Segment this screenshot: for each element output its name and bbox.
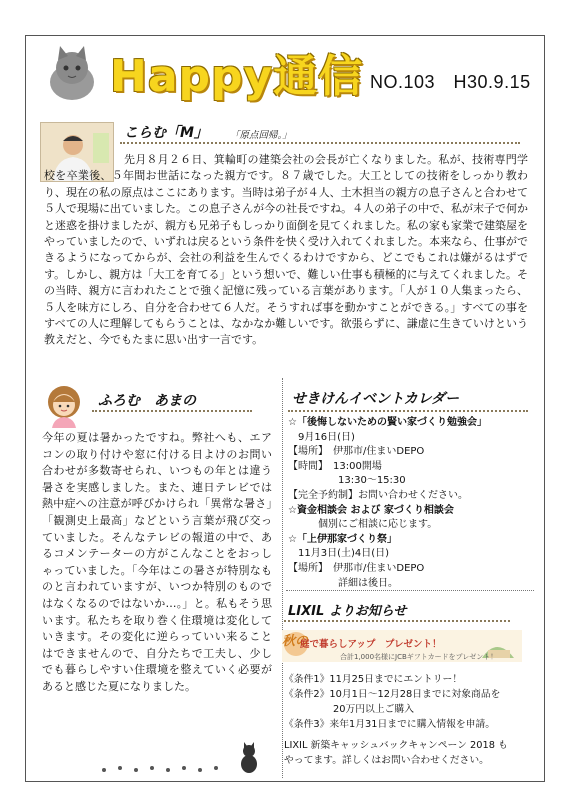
newsletter-title: Happy通信 [110,51,364,102]
lixil-line: 20万円以上ご購入 [284,704,415,715]
calendar-line: ☆資金相談会 および 家づくり相談会 [288,504,454,516]
calendar-line: 【完全予約制】お問い合わせください。 [288,489,468,501]
calendar-line: ☆「後悔しないための賢い家づくり勉強会」 [288,417,487,428]
column-m-body: 先月８月２６日、箕輪町の建築会社の会長が亡くなりました。私が、技術専門学校を卒業後、５年間お世話になった親方です。８７歳でした。大工としての技術をしっかり教わり、現在の私の原点はここにあります。当時は弟子が４人、土木担当の親方の息子さんと合わせて５人で現場に出ていました。この息子さんが今の社長ですね。４人の弟子の中で、私が末子で何かと迷惑を掛けましたが、親方も兄弟子もしっかり面倒を見てくれました。私の家も家業で建築屋をやっていましたので、いずれは戻るという条件を快く受け入れてくれました。本来なら、仕事ができるようになってからが、会社の利益を生んでくるわけですから、どこでもこれは嫌がるはずです。しかし、親方は「大工を育てる」という想いで、難しい仕事も積極的に与えてくれました。その当時、親方に言われたことで強く記憶に残っている言葉があります。「人が１０人集まったら、５人を味方にしろ、自分を合わせて６人だ。そうすれば事を動かすことができる。」すべての事をすべての人に理解してもらうことは、なかなか難しいです。欲張らずに、謙虚に生きていけという教えだと、今でもたまに思い出す一言です。 [44,153,528,347]
banner-main: 庭で暮らしアップ プレゼント！ [300,639,442,650]
calendar-line: ☆「上伊那家づくり祭」 [288,533,397,545]
column-m-title: こらむ「M」 [124,125,208,141]
lixil-line: 《条件3》来年1月31日までに購入情報を申請。 [284,719,496,730]
calendar-line: 13:30～15:30 [288,475,406,487]
calendar-line: 個別にご相談に応じます。 [288,519,438,531]
calendar-line: 詳細は後日。 [288,577,398,589]
cat-illustration [40,42,104,106]
calendar-line: 【時間】 13:00開場 [288,460,382,472]
lixil-title: LIXIL よりお知らせ [288,604,407,619]
calendar-line: 9月16日(日) [288,431,355,443]
calendar-line: 11月3日(土)4日(日) [288,548,390,560]
calendar-body [288,416,533,591]
paw-prints-icon [98,764,228,774]
section-separator [286,590,534,591]
lixil-line: LIXIL 新築キャッシュバックキャンペーン 2018 も [284,740,508,751]
calendar-title: せきけんイベントカレダー [292,391,460,407]
cat-silhouette-icon [236,740,262,774]
lixil-line: 《条件1》11月25日までにエントリー！ [284,674,463,685]
calendar-line: 【場所】 伊那市/住まいDEPO [288,446,425,458]
amano-body: 今年の夏は暑かったですね。弊社へも、エアコンの取り付けや窓に付ける日よけのお問い合わせが多数寄せられ、いつもの年とは違う暑さを実感しました。また、連日テレビでは熱中症への注意が呼びかけられ「異常な暑さ」「観測史上最高」などという言葉が飛び交っていました。そんなテレビの報道の中で、あるコメンテーターの方がこんなことをおっしゃっていました。「今年はこの暑さが特別なものと言われていますが、いつか特別のものではなくなるのではないか…。」と。私もそう思います。私たちを取り巻く住環境は変化していきます。その変化に逆らっていい来ることはできませんので、自分たちで工夫し、少しでも暮らしやすい住環境を整えていく必要があると感じた夏になりました。 [42,431,272,693]
lixil-body [284,672,534,768]
amano-title: ふろむ あまの [98,393,196,409]
calendar-line: 【場所】 伊那市/住まいDEPO [288,562,425,574]
lixil-line: 《条件2》10月1日～12月28日までに対象商品を [284,689,501,700]
lixil-underline [284,620,510,622]
calendar-underline [288,410,528,412]
column-m-subtitle: 「原点回帰。」 [230,130,292,141]
girl-illustration [40,380,88,428]
banner-sub: 合計1,000名様にJCBギフトカードをプレゼント！ [340,653,498,661]
banner-season: 秋の [282,634,309,649]
issue-number: NO.103 H30.9.15 [370,72,531,92]
lixil-line: やってます。詳しくはお問い合わせください。 [284,755,489,766]
column-divider [282,378,283,778]
